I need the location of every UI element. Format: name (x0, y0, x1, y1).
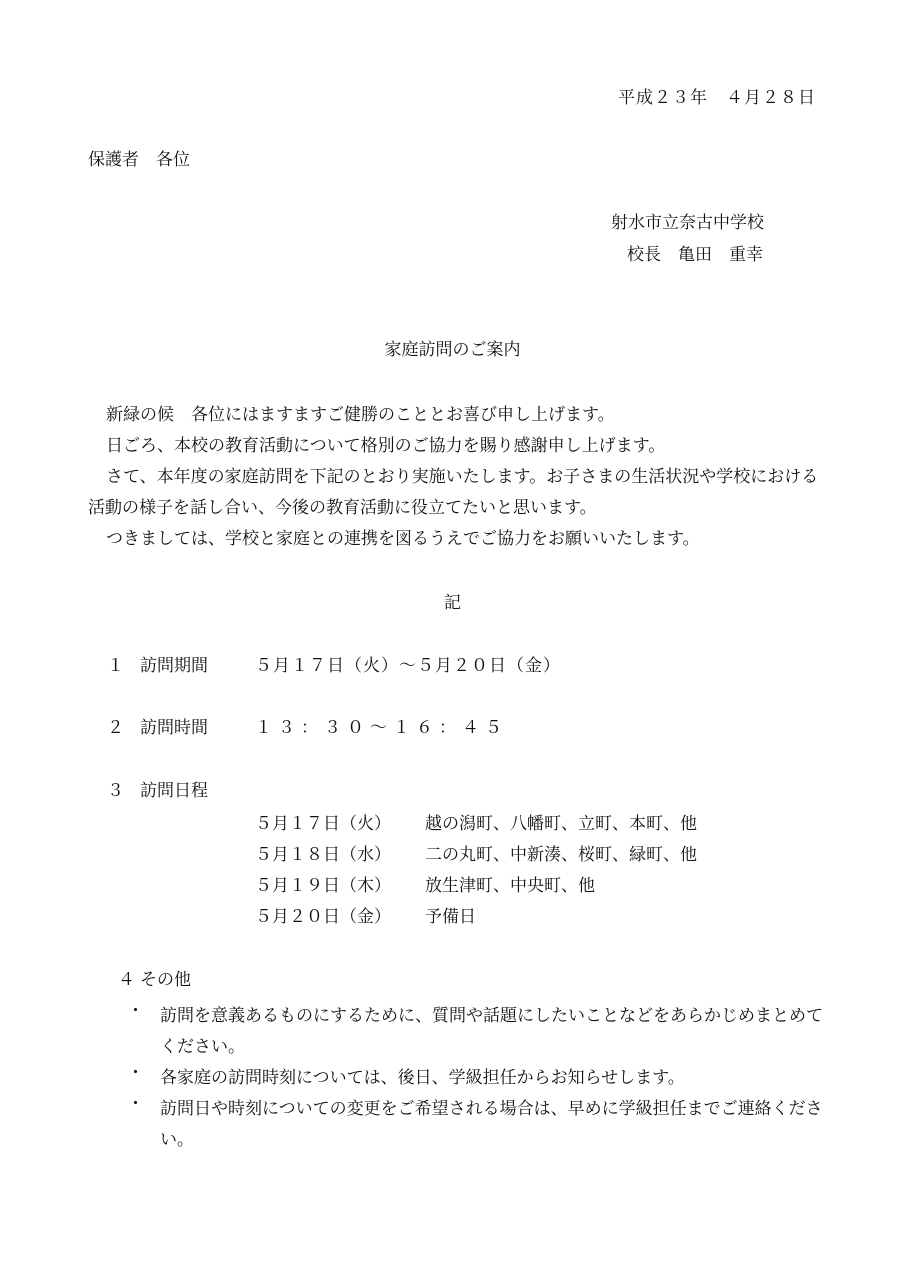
thanks-paragraph: 日ごろ、本校の教育活動について格別のご協力を賜り感謝申し上げます。 (106, 436, 666, 456)
schedule-date: ５月１８日（水） (255, 845, 391, 865)
bullet-marker: ・ (127, 1063, 144, 1083)
greeting-paragraph: 新緑の候 各位にはますますご健勝のこととお喜び申し上げます。 (106, 405, 615, 425)
visit-schedule-label: 訪問日程 (140, 781, 208, 801)
visit-period-value: ５月１７日（火）～５月２０日（金） (255, 656, 561, 676)
other-item: 各家庭の訪問時刻については、後日、学級担任からお知らせします。 (160, 1068, 685, 1088)
schedule-date: ５月２０日（金） (255, 907, 391, 927)
principal-name: 校長 亀田 重幸 (627, 245, 763, 265)
visit-time-label: 訪問時間 (140, 718, 208, 738)
schedule-places: 二の丸町、中新湊、桜町、緑町、他 (425, 845, 697, 865)
other-item: 訪問を意義あるものにするために、質問や話題にしたいことなどをあらかじめまとめてください。 (160, 1006, 823, 1057)
section-number-2: ２ (107, 718, 124, 738)
visit-period-label: 訪問期間 (140, 656, 208, 676)
schedule-places: 予備日 (425, 907, 476, 927)
other-label: その他 (140, 970, 191, 990)
recipient: 保護者 各位 (88, 150, 190, 170)
bullet-marker: ・ (127, 1001, 144, 1021)
school-name: 射水市立奈古中学校 (611, 213, 764, 233)
schedule-places: 放生津町、中央町、他 (425, 876, 595, 896)
bullet-marker: ・ (127, 1094, 144, 1114)
announcement-paragraph: さて、本年度の家庭訪問を下記のとおり実施いたします。お子さまの生活状況や学校における活動の様子を話し合い、今後の教育活動に役立てたいと思います。 (88, 467, 819, 518)
section-number-4: ４ (118, 970, 135, 990)
ki-heading: 記 (444, 593, 461, 613)
section-number-3: ３ (107, 781, 124, 801)
other-item: 訪問日や時刻についての変更をご希望される場合は、早めに学級担任までご連絡ください。 (160, 1099, 823, 1150)
schedule-places: 越の潟町、八幡町、立町、本町、他 (425, 814, 697, 834)
document-date: 平成２３年 ４月２８日 (618, 88, 816, 108)
schedule-date: ５月１７日（火） (255, 814, 391, 834)
schedule-date: ５月１９日（木） (255, 876, 391, 896)
request-paragraph: つきましては、学校と家庭との連携を図るうえでご協力をお願いいたします。 (106, 529, 700, 549)
visit-time-value: １３：３０～１６：４５ (255, 718, 508, 738)
document-title: 家庭訪問のご案内 (384, 340, 521, 360)
section-number-1: １ (107, 656, 124, 676)
